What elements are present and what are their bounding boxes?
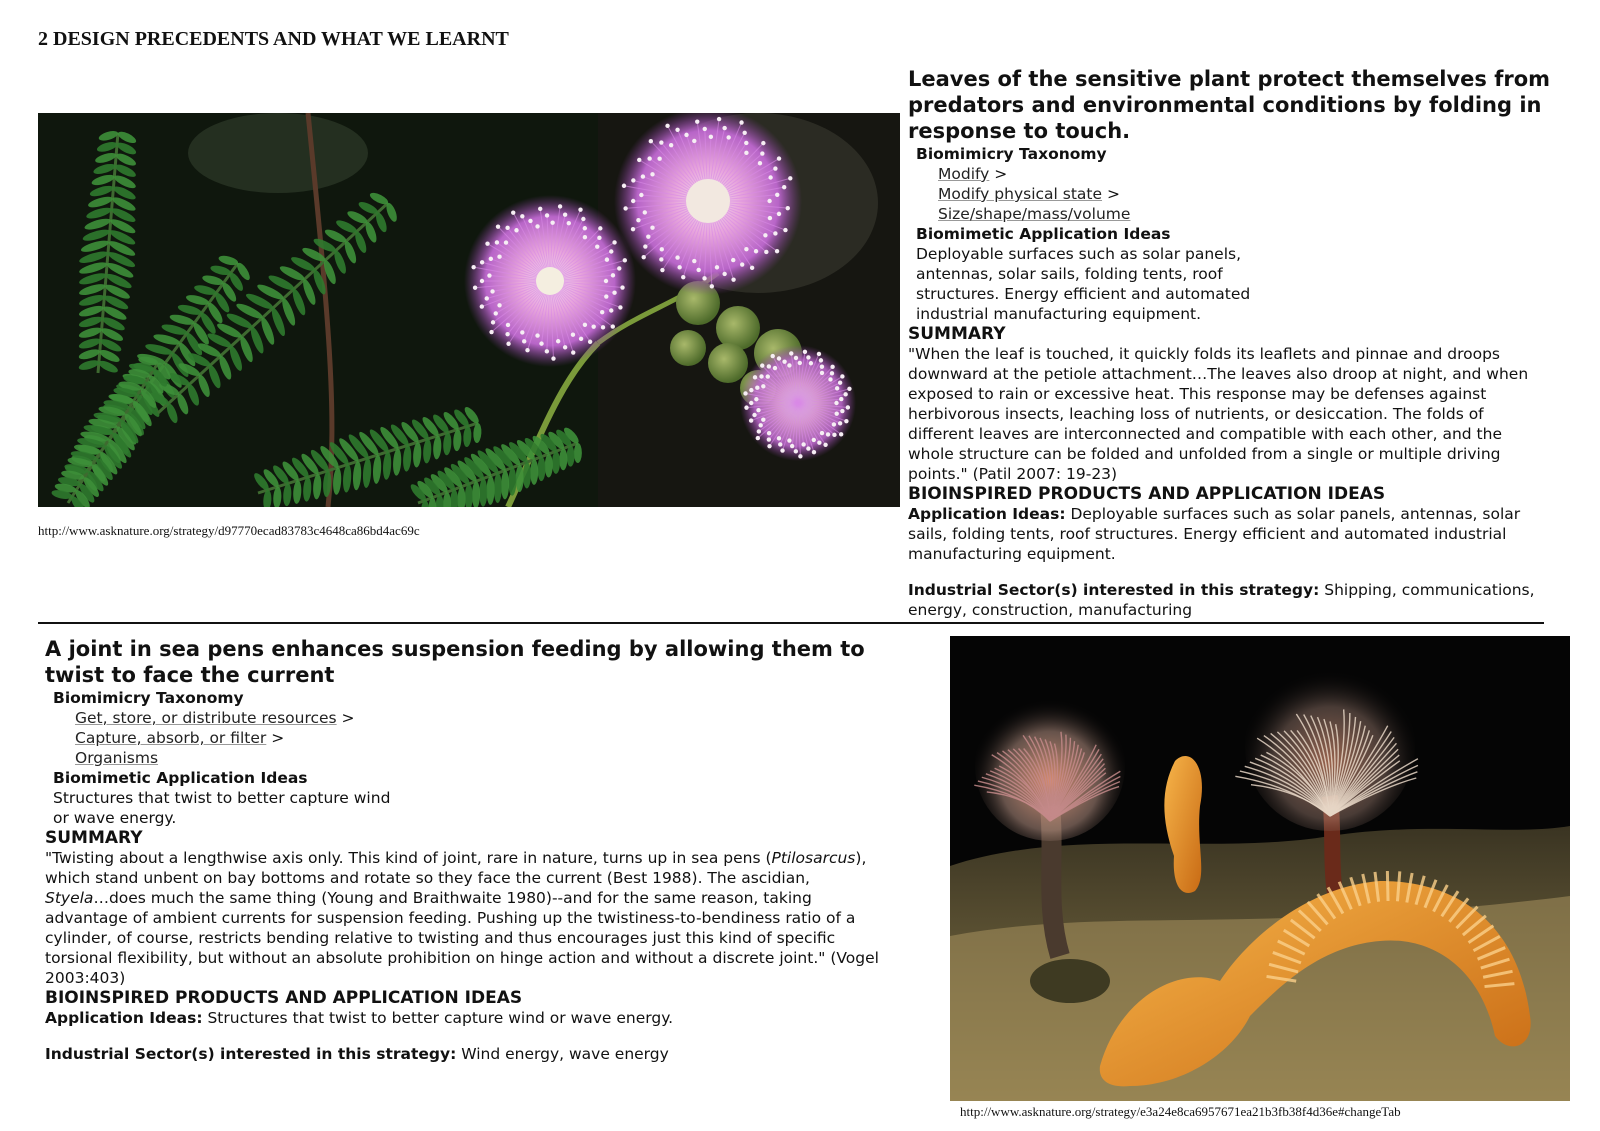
sector-label: Industrial Sector(s) interested in this strategy:: [45, 1045, 457, 1063]
app-ideas-line: Deployable surfaces such as solar panels,: [916, 245, 1242, 263]
entry-sea-pens: [45, 636, 925, 1064]
application-label: Application Ideas:: [908, 505, 1066, 523]
sea-pen-photo: [950, 636, 1570, 1101]
source-url-2[interactable]: http://www.asknature.org/strategy/e3a24e8ca6957671ea21b3fb38f4d36e#changeTab: [960, 1104, 1401, 1119]
summary-line: which stand unbent on bay bottoms and rotate so they face the current (Best 1988). The ascidian,: [45, 869, 810, 887]
taxonomy-item: [45, 708, 925, 728]
summary-text: ),: [855, 849, 867, 867]
summary-line: "When the leaf is touched, it quickly folds its leaflets and pinnae and droops: [908, 345, 1500, 363]
summary-line: herbivorous insects, leaching loss of nutrients, or desiccation. The folds of: [908, 405, 1484, 423]
taxonomy-link[interactable]: Modify physical state: [938, 185, 1103, 203]
entry-heading: A joint in sea pens enhances suspension feeding by allowing them to: [45, 637, 865, 661]
summary-line: cylinder, of course, restricts bending relative to twisting and thus encourages just this kind of specific: [45, 929, 836, 947]
taxonomy-link[interactable]: Get, store, or distribute resources: [75, 709, 337, 727]
summary-label: SUMMARY: [908, 324, 1006, 344]
entry-heading: Leaves of the sensitive plant protect themselves from predators and environmental conditions by folding in response to touch.: [908, 67, 1551, 143]
summary-text: "Twisting about a lengthwise axis only. This kind of joint, rare in nature, turns up in sea pens (: [45, 849, 772, 867]
species-name: Ptilosarcus: [771, 849, 856, 867]
taxonomy-separator: >: [1102, 185, 1120, 203]
taxonomy-item: [908, 204, 1573, 224]
app-ideas-line: Structures that twist to better capture wind: [53, 789, 391, 807]
summary-line: [45, 888, 925, 908]
app-ideas-label: Biomimetic Application Ideas: [53, 769, 308, 787]
sector-label: Industrial Sector(s) interested in this strategy:: [908, 581, 1320, 599]
summary-line: points." (Patil 2007: 19-23): [908, 465, 1118, 483]
taxonomy-separator: >: [989, 165, 1008, 183]
taxonomy-link[interactable]: Modify: [938, 165, 990, 183]
taxonomy-label: Biomimicry Taxonomy: [53, 689, 244, 707]
summary-text: …does much the same thing (Young and Braithwaite 1980)--and for the same reason, taking: [93, 889, 812, 907]
summary-label: SUMMARY: [45, 828, 143, 848]
summary-line: exposed to rain or excessive heat. This response may be defenses against: [908, 385, 1487, 403]
app-ideas-line: or wave energy.: [53, 809, 177, 827]
application-line: manufacturing equipment.: [908, 545, 1116, 563]
application-ideas: [908, 504, 1573, 524]
taxonomy-item: [908, 164, 1573, 184]
application-text: Structures that twist to better capture wind or wave energy.: [202, 1009, 674, 1027]
section-divider: [38, 622, 1544, 624]
source-url-1[interactable]: http://www.asknature.org/strategy/d97770ecad83783c4648ca86bd4ac69c: [38, 523, 420, 538]
summary-line: [45, 848, 925, 868]
sector-text: Shipping, communications,: [1319, 581, 1535, 599]
sector-text: Wind energy, wave energy: [456, 1045, 669, 1063]
app-ideas-label: Biomimetic Application Ideas: [916, 225, 1171, 243]
taxonomy-separator: >: [266, 729, 285, 747]
summary-line: different leaves are interconnected and compatible with each other, and the: [908, 425, 1502, 443]
species-name: Styela: [45, 889, 94, 907]
taxonomy-item: [908, 184, 1573, 204]
taxonomy-link[interactable]: Organisms: [75, 749, 159, 767]
application-text: Deployable surfaces such as solar panels, antennas, solar: [1065, 505, 1521, 523]
sector-line: energy, construction, manufacturing: [908, 601, 1193, 619]
summary-line: downward at the petiole attachment…The leaves also droop at night, and when: [908, 365, 1529, 383]
taxonomy-label: Biomimicry Taxonomy: [916, 145, 1107, 163]
bioinspired-label: BIOINSPIRED PRODUCTS AND APPLICATION IDEAS: [45, 988, 523, 1008]
summary-line: torsional flexibility, but without an absolute prohibition on hinge action and without a discrete joint." (Vogel: [45, 949, 879, 967]
bioinspired-label: BIOINSPIRED PRODUCTS AND APPLICATION IDEAS: [908, 484, 1386, 504]
sensitive-plant-photo: [38, 113, 900, 507]
entry-heading-cont: twist to face the current: [45, 663, 335, 687]
summary-line: advantage of ambient currents for suspension feeding. Pushing up the twistiness-to-bendiness ratio of a: [45, 909, 856, 927]
app-ideas-line: industrial manufacturing equipment.: [916, 305, 1202, 323]
industrial-sectors: [45, 1044, 925, 1064]
app-ideas-line: structures. Energy efficient and automated: [916, 285, 1251, 303]
taxonomy-item: [45, 748, 925, 768]
taxonomy-link[interactable]: Size/shape/mass/volume: [938, 205, 1131, 223]
entry-sensitive-plant: [908, 66, 1573, 620]
application-ideas: [45, 1008, 925, 1028]
taxonomy-link[interactable]: Capture, absorb, or filter: [75, 729, 267, 747]
summary-line: whole structure can be folded and unfolded from a single or multiple driving: [908, 445, 1501, 463]
taxonomy-separator: >: [336, 709, 355, 727]
page-title: 2 DESIGN PRECEDENTS AND WHAT WE LEARNT: [38, 28, 509, 50]
industrial-sectors: [908, 580, 1573, 600]
application-line: sails, folding tents, roof structures. Energy efficient and automated industrial: [908, 525, 1507, 543]
taxonomy-item: [45, 728, 925, 748]
application-label: Application Ideas:: [45, 1009, 203, 1027]
app-ideas-line: antennas, solar sails, folding tents, roof: [916, 265, 1223, 283]
summary-line: 2003:403): [45, 969, 126, 987]
